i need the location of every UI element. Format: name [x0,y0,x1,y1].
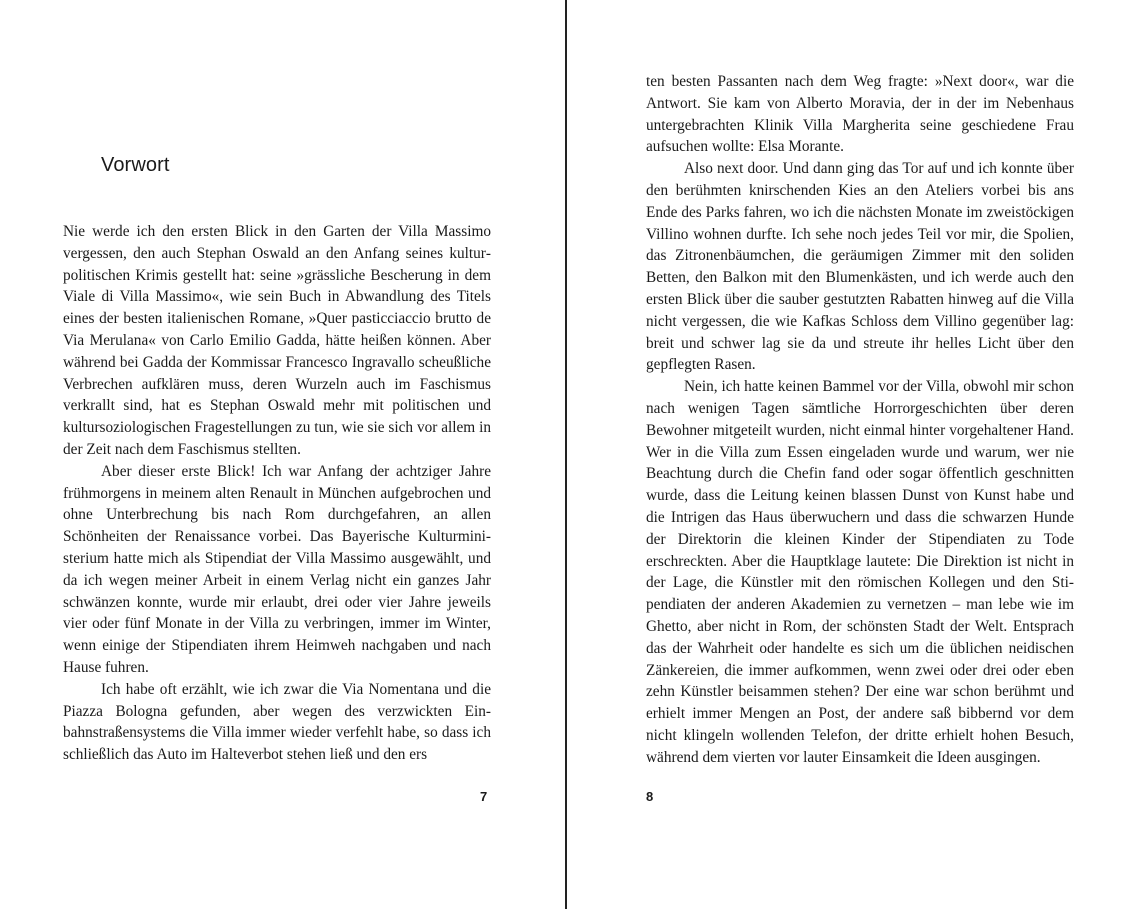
left-page-body [63,221,491,766]
right-page [567,0,1132,909]
left-paragraph-2: Aber dieser erste Blick! Ich war Anfang der achtziger Jahre frühmorgens in meinem alten Renault in München aufgebrochen und ohne Unterbrechung bis nach Rom durchgefahren, an allen Schönheiten der Renaissance vorbei. Das Bayerische Kulturministerium hatte mich als Stipendiat der Villa Massimo ausgewählt, und da ich wegen meiner Arbeit in einem Verlag nicht ein ganzes Jahr schwänzen konnte, wurde mir erlaubt, drei oder vier Jahre jeweils vier oder fünf Monate in der Villa zu verbringen, immer im Winter, wenn einige der Stipendiaten ihrem Heimweh nachgaben und nach Hause fuhren. [63,462,491,676]
page-number-left: 7 [480,789,488,804]
chapter-title: Vorwort [101,154,170,176]
right-paragraph-1: ten besten Passanten nach dem Weg fragte: »Next door«, war die Antwort. Sie kam von Alberto Moravia, der in der im Nebenhaus untergebrachten Klinik Villa Margherita seine geschiedene Frau aufsuchen wollte: Elsa Morante. [646,73,1074,156]
left-page [0,0,565,909]
left-paragraph-3: Ich habe oft erzählt, wie ich zwar die Via Nomentana und die Piazza Bologna gefunden, aber wegen des verzwickten Einbahnstraßensystems die Villa immer wieder verfehlt habe, so dass ich schließlich das Auto im Halteverbot stehen ließ und den ers [63,680,491,764]
right-page-body [646,71,1074,769]
right-paragraph-2: Also next door. Und dann ging das Tor auf und ich konnte über den berühmten knirschenden Kies an den Ateliers vorbei bis ans Ende des Parks fahren, wo ich die nächsten Monate im zweistöckigen Villino wohnen durfte. Ich sehe noch jedes Teil vor mir, die Spolien, das Zitronenbäumchen, die geräumigen Zimmer mit den soliden Betten, den Balkon mit den Blumenkästen, und ich werde auch den ersten Blick über die sauber gestutzten Rabatten hinweg auf die Villa nicht vergessen, die wie Kafkas Schloss dem Villino gegenüber lag: breit und schwer lag sie da und streute ihr helles Licht über den gepflegten Rasen. [646,160,1074,374]
right-paragraph-3: Nein, ich hatte keinen Bammel vor der Villa, obwohl mir schon nach wenigen Tagen sämtliche Horrorgeschichten über deren Bewohner mitgeteilt wurden, nicht einmal hinter vorgehaltener Hand. Wer in die Villa zum Essen eingeladen wurde und warum, wer nie Beachtung durch die Chefin fand oder sogar öffentlich geschnitten wurde, dass die Leitung keinen blassen Dunst von Kunst habe und die Intrigen das Haus überwuchern und dass die schwarzen Hunde der Direktorin die kleinen Kinder der Stipendiaten zu Tode erschreckten. Aber die Hauptklage lautete: Die Direktion ist nicht in der Lage, die Künstler mit den römischen Kollegen und den Stipendiaten der anderen Akademien zu vernetzen – man lebe wie im Ghetto, aber nicht in Rom, der schönsten Stadt der Welt. Entsprach das der Wahrheit oder handelte es sich um die üblichen neidischen Zänkereien, die immer aufkommen, wenn zwei oder drei oder eben zehn Künstler beisammen stehen? Der eine war schon berühmt und erhielt immer Mengen an Post, der andere saß bibbernd vor dem nicht klingeln wollenden Telefon, der dritte erhielt hohen Besuch, während dem vierten vor lauter Einsamkeit die Ideen ausgingen. [646,378,1074,766]
page-number-right: 8 [646,789,654,804]
left-paragraph-1: Nie werde ich den ersten Blick in den Garten der Villa Massimo vergessen, den auch Stephan Oswald an den Anfang seines kulturpolitischen Krimis gestellt hat: seine »grässliche Bescherung in dem Viale di Villa Massimo«, wie sein Buch in Abwandlung des Titels eines der besten italienischen Romane, »Quer pasticciaccio brutto de Via Merulana« von Carlo Emilio Gadda, hätte heißen können. Aber während bei Gadda der Kommissar Francesco Ingravallo scheußliche Verbrechen aufklären muss, deren Wurzeln auch im Faschismus verkrallt sind, hat es Stephan Oswald mehr mit politischen und kultursoziologischen Fragestellungen zu tun, wie sie sich vor allem in der Zeit nach dem Faschismus stellten. [63,223,491,458]
